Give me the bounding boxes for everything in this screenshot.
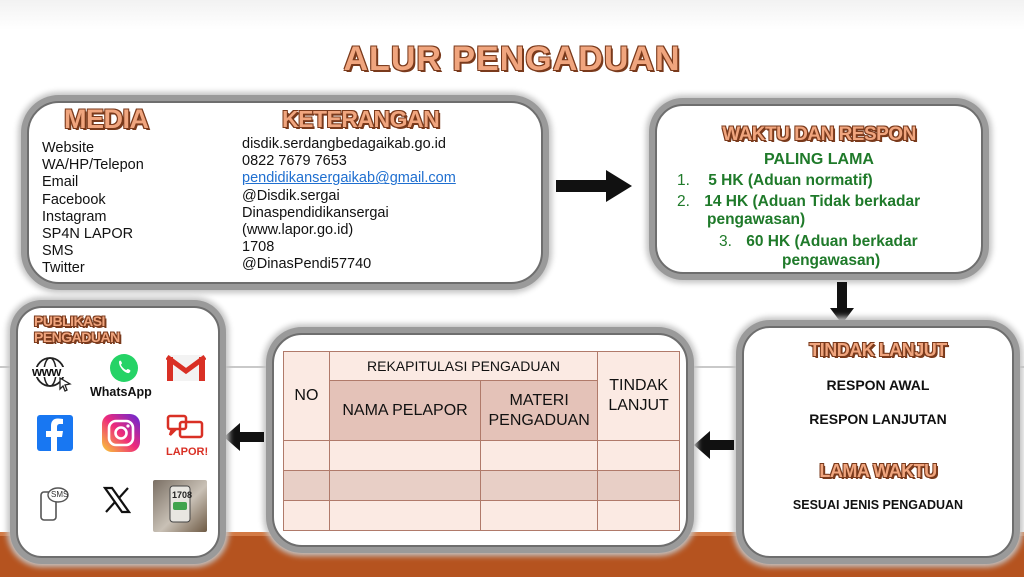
lama-waktu-heading: LAMA WAKTU <box>819 461 937 481</box>
keterangan-list <box>242 136 456 274</box>
x-twitter-icon[interactable] <box>103 486 131 514</box>
rekap-header-tindak <box>598 352 680 441</box>
respon-awal-text: RESPON AWAL <box>826 377 930 393</box>
rekap-header-no: NO <box>284 352 330 441</box>
rekap-header-materi <box>481 381 598 441</box>
media-item: Facebook <box>42 191 106 208</box>
waktu-subheading: PALING LAMA <box>764 151 874 168</box>
gmail-icon[interactable] <box>166 353 206 383</box>
waktu-item-3-cont: pengawasan) <box>782 252 881 269</box>
rekap-table <box>283 351 680 531</box>
rekap-materi-line: MATERI <box>509 391 569 409</box>
rekap-materi-line: PENGADUAN <box>488 411 590 429</box>
publikasi-heading-line: PUBLIKASI <box>34 313 105 329</box>
keterangan-lapor: (www.lapor.go.id) <box>242 222 354 239</box>
instagram-icon[interactable] <box>102 414 140 452</box>
rekap-header-title: REKAPITULASI PENGADUAN <box>329 352 597 381</box>
tindak-lanjut-heading: TINDAK LANJUT <box>809 340 947 360</box>
table-row <box>284 441 680 471</box>
rekap-tindak-line: TINDAK <box>609 377 668 394</box>
arrow-right-icon <box>556 170 632 202</box>
waktu-num: 2. <box>677 193 690 210</box>
keterangan-sms: 1708 <box>242 239 275 256</box>
sms-1708-icon[interactable] <box>153 480 207 532</box>
www-icon[interactable] <box>30 354 74 394</box>
www-label: www <box>32 364 61 379</box>
media-item: SMS <box>42 243 74 260</box>
waktu-item-2-cont: pengawasan) <box>707 211 806 228</box>
media-item: Website <box>42 140 95 156</box>
table-row <box>284 471 680 501</box>
sms-icon[interactable] <box>36 486 70 522</box>
arrow-left-icon <box>694 431 734 459</box>
waktu-num: 1. <box>677 172 690 189</box>
publikasi-heading <box>34 313 120 345</box>
media-item: SP4N LAPOR <box>42 226 134 243</box>
respon-lanjutan-text: RESPON LANJUTAN <box>809 411 947 427</box>
lapor-label: LAPOR! <box>166 446 209 458</box>
media-heading: MEDIA <box>64 104 149 134</box>
keterangan-phone: 0822 7679 7653 <box>242 153 347 170</box>
table-row <box>284 501 680 531</box>
whatsapp-label: WhatsApp <box>90 385 152 399</box>
waktu-item-1 <box>677 171 873 190</box>
waktu-num: 3. <box>719 233 732 250</box>
waktu-item-2 <box>677 192 920 211</box>
media-item: Twitter <box>42 260 85 277</box>
sms-number-label: 1708 <box>172 490 193 500</box>
publikasi-heading-line: PENGADUAN <box>34 329 120 345</box>
media-list <box>42 140 144 278</box>
media-item: Instagram <box>42 208 107 225</box>
waktu-text: 14 HK (Aduan Tidak berkadar <box>704 193 921 210</box>
facebook-icon[interactable] <box>37 415 73 451</box>
keterangan-twitter: @DinasPendi57740 <box>242 256 372 273</box>
lapor-icon[interactable] <box>164 413 208 443</box>
media-item: WA/HP/Telepon <box>42 157 144 174</box>
keterangan-heading: KETERANGAN <box>282 106 440 132</box>
waktu-heading: WAKTU DAN RESPON <box>722 124 916 145</box>
lama-waktu-text: SESUAI JENIS PENGADUAN <box>792 498 964 512</box>
arrow-down-icon <box>830 282 854 324</box>
arrow-left-icon <box>224 423 264 451</box>
keterangan-facebook: @Disdik.sergai <box>242 187 340 204</box>
page-title: ALUR PENGADUAN <box>343 40 681 78</box>
keterangan-email-link[interactable]: pendidikansergaikab@gmail.com <box>242 170 456 187</box>
waktu-item-3 <box>719 232 918 251</box>
waktu-text: 5 HK (Aduan normatif) <box>708 172 873 189</box>
waktu-text: 60 HK (Aduan berkadar <box>746 233 918 250</box>
rekap-tindak-line: LANJUT <box>608 397 669 414</box>
keterangan-instagram: Dinaspendidikansergai <box>242 204 389 221</box>
whatsapp-icon[interactable] <box>108 352 140 384</box>
rekap-header-nama: NAMA PELAPOR <box>329 381 480 441</box>
keterangan-website[interactable]: disdik.serdangbedagaikab.go.id <box>242 136 446 152</box>
sms-label: SMS <box>51 490 69 499</box>
media-item: Email <box>42 174 79 191</box>
